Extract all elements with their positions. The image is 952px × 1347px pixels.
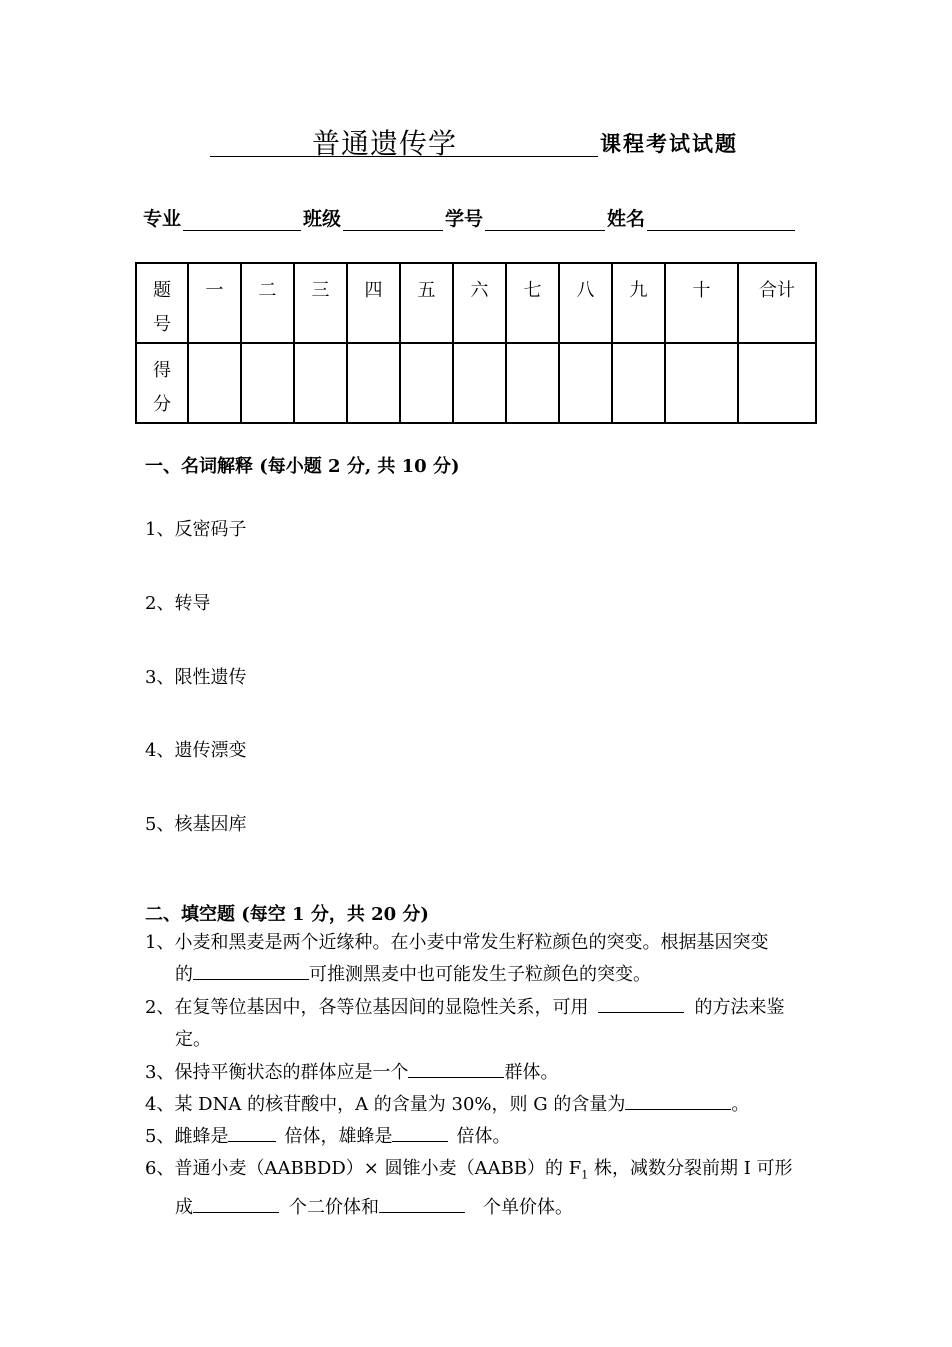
section2-heading: 二、填空题 (每空 1 分，共 20 分) — [145, 904, 429, 925]
name-field[interactable] — [647, 210, 795, 231]
column-header: 八 — [559, 263, 612, 343]
score-cell-total[interactable] — [738, 343, 816, 423]
text: 倍体，雄蜂是 — [284, 1126, 393, 1147]
score-cell[interactable] — [241, 343, 294, 423]
text: 4、某 DNA 的核苷酸中，A 的含量为 30%，则 G 的含量为 — [145, 1094, 626, 1115]
fill-question-2 — [145, 992, 815, 1056]
blank[interactable] — [193, 961, 309, 980]
row-label-score: 得分 — [136, 343, 188, 423]
score-cell[interactable] — [559, 343, 612, 423]
student-id-label: 学号 — [445, 208, 484, 230]
blank[interactable] — [408, 1059, 504, 1078]
blank[interactable] — [392, 1123, 448, 1142]
column-header: 三 — [294, 263, 347, 343]
blank[interactable] — [228, 1123, 276, 1142]
term-item: 4、遗传漂变 — [145, 740, 247, 761]
column-header: 七 — [506, 263, 559, 343]
text: 。 — [731, 1094, 750, 1115]
score-cell[interactable] — [400, 343, 453, 423]
text: 6、普通小麦（AABBDD）× 圆锥小麦（AABB）的 F — [145, 1158, 582, 1179]
blank[interactable] — [193, 1194, 279, 1213]
fill-question-5 — [145, 1121, 510, 1153]
text: 2、在复等位基因中，各等位基因间的显隐性关系，可用 — [145, 997, 589, 1018]
text: 倍体。 — [456, 1126, 511, 1147]
row-label-question-number: 题号 — [136, 263, 188, 343]
text: 株，减数分裂前期 I 可形 — [588, 1158, 793, 1179]
subscript: 1 — [581, 1168, 589, 1182]
fill-question-2-line2: 定。 — [175, 1029, 211, 1050]
blank[interactable] — [598, 994, 684, 1013]
text: 群体。 — [504, 1062, 559, 1083]
text: 的 — [175, 964, 193, 985]
column-header: 五 — [400, 263, 453, 343]
course-title: 普通遗传学 — [312, 127, 458, 160]
student-id-field[interactable] — [485, 210, 605, 231]
question-number-row — [136, 263, 816, 343]
score-cell[interactable] — [665, 343, 738, 423]
column-header: 四 — [347, 263, 400, 343]
score-cell[interactable] — [188, 343, 241, 423]
text: 3、保持平衡状态的群体应是一个 — [145, 1062, 409, 1083]
blank[interactable] — [379, 1194, 465, 1213]
text: 的方法来鉴 — [694, 997, 785, 1018]
text: 5、雌蜂是 — [145, 1126, 229, 1147]
score-cell[interactable] — [506, 343, 559, 423]
text: 个二价体和 — [289, 1196, 379, 1218]
fill-question-3 — [145, 1057, 558, 1089]
major-field[interactable] — [183, 210, 301, 231]
fill-question-4 — [145, 1089, 749, 1121]
term-item: 1、反密码子 — [145, 519, 247, 540]
column-header-total: 合计 — [738, 263, 816, 343]
class-label: 班级 — [303, 208, 342, 230]
term-item: 5、核基因库 — [145, 814, 247, 835]
fill-question-6 — [145, 1153, 815, 1224]
score-cell[interactable] — [612, 343, 665, 423]
name-label: 姓名 — [607, 208, 646, 230]
class-field[interactable] — [343, 210, 443, 231]
score-cell[interactable] — [347, 343, 400, 423]
score-cell[interactable] — [294, 343, 347, 423]
term-item: 2、转导 — [145, 593, 211, 614]
fill-question-1-line1: 1、小麦和黑麦是两个近缘种。在小麦中常发生籽粒颜色的突变。根据基因突变 — [145, 932, 769, 953]
text: 个单价体。 — [483, 1196, 573, 1218]
fill-question-1 — [145, 927, 815, 991]
column-header: 六 — [453, 263, 506, 343]
score-table — [135, 262, 817, 424]
column-header: 九 — [612, 263, 665, 343]
column-header: 十 — [665, 263, 738, 343]
student-info-line — [143, 204, 797, 231]
term-item: 3、限性遗传 — [145, 667, 247, 688]
score-row — [136, 343, 816, 423]
exam-title-suffix: 课程考试试题 — [600, 132, 738, 156]
text: 可推测黑麦中也可能发生子粒颜色的突变。 — [309, 964, 651, 985]
score-cell[interactable] — [453, 343, 506, 423]
section1-heading: 一、名词解释 (每小题 2 分, 共 10 分) — [145, 456, 460, 477]
text: 成 — [175, 1196, 193, 1218]
blank[interactable] — [625, 1091, 731, 1110]
column-header: 二 — [241, 263, 294, 343]
column-header: 一 — [188, 263, 241, 343]
major-label: 专业 — [143, 208, 182, 230]
